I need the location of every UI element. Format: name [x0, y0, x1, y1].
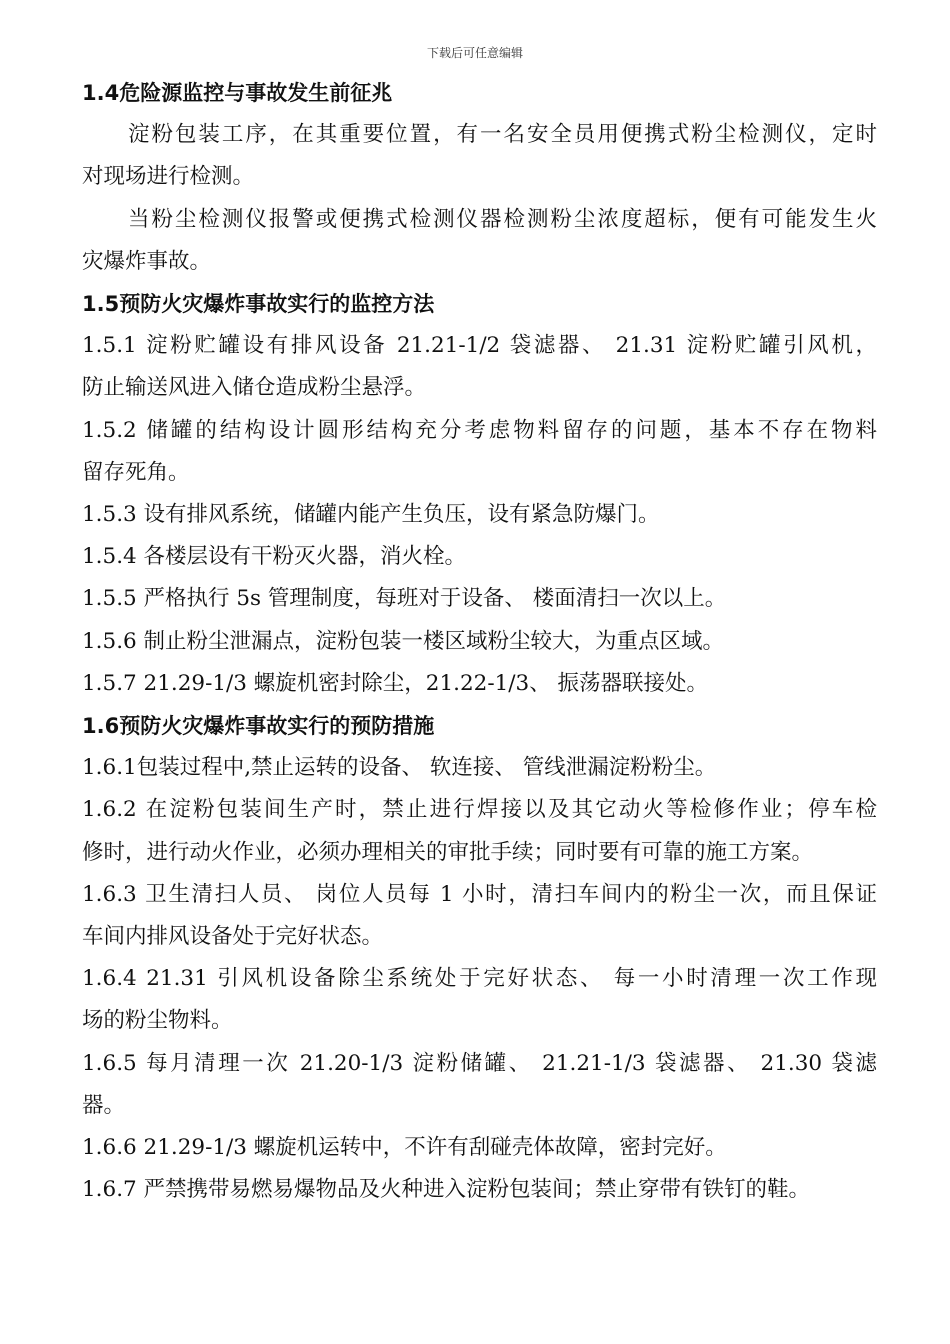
- text-line: 车间内排风设备处于完好状态。: [82, 924, 384, 950]
- text-line: 1.5.6 制止粉尘泄漏点，淀粉包装一楼区域粉尘较大，为重点区域。: [82, 628, 725, 654]
- text-line: 1.6.3 卫生清扫人员、 岗位人员每 1 小时，清扫车间内的粉尘一次，而且保证: [82, 881, 877, 907]
- section-heading: 1.6预防火灾爆炸事故实行的预防措施: [82, 714, 435, 739]
- text-line: 防止输送风进入储仓造成粉尘悬浮。: [82, 375, 427, 401]
- document-body: [82, 72, 877, 1211]
- text-line: 1.6.2 在淀粉包装间生产时，禁止进行焊接以及其它动火等检修作业；停车检: [82, 797, 877, 823]
- text-line: 1.6.5 每月清理一次 21.20-1/3 淀粉储罐、 21.21-1/3 袋滤器、 21.30 袋滤: [82, 1050, 877, 1076]
- text-line: 1.6.4 21.31 引风机设备除尘系统处于完好状态、 每一小时清理一次工作现: [82, 966, 877, 992]
- text-line: 留存死角。: [82, 459, 190, 485]
- page-header-note: 下载后可任意编辑: [426, 46, 523, 60]
- text-line: 1.6.7 严禁携带易燃易爆物品及火种进入淀粉包装间；禁止穿带有铁钉的鞋。: [82, 1177, 811, 1203]
- text-line: 当粉尘检测仪报警或便携式检测仪器检测粉尘浓度超标，便有可能发生火: [128, 206, 877, 232]
- text-line: 1.6.1包装过程中,禁止运转的设备、 软连接、 管线泄漏淀粉粉尘。: [82, 755, 717, 781]
- text-line: 器。: [82, 1092, 126, 1118]
- text-line: 淀粉包装工序，在其重要位置，有一名安全员用便携式粉尘检测仪，定时: [128, 122, 877, 148]
- text-line: 1.5.3 设有排风系统，储罐内能产生负压，设有紧急防爆门。: [82, 502, 660, 528]
- text-line: 1.5.5 严格执行 5s 管理制度，每班对于设备、 楼面清扫一次以上。: [82, 586, 727, 612]
- text-line: 1.5.2 储罐的结构设计圆形结构充分考虑物料留存的问题，基本不存在物料: [82, 417, 877, 443]
- text-line: 灾爆炸事故。: [82, 248, 212, 274]
- section-heading: 1.4危险源监控与事故发生前征兆: [82, 81, 393, 105]
- text-line: 对现场进行检测。: [82, 164, 255, 190]
- text-line: 1.6.6 21.29-1/3 螺旋机运转中，不许有刮碰壳体故障，密封完好。: [82, 1135, 727, 1161]
- text-line: 修时，进行动火作业，必须办理相关的审批手续；同时要有可靠的施工方案。: [82, 839, 814, 865]
- section-heading: 1.5预防火灾爆炸事故实行的监控方法: [82, 292, 435, 317]
- text-line: 1.5.1 淀粉贮罐设有排风设备 21.21-1/2 袋滤器、 21.31 淀粉贮罐引风机，: [82, 333, 877, 359]
- text-line: 1.5.4 各楼层设有干粉灭火器，消火栓。: [82, 544, 467, 570]
- text-line: 场的粉尘物料。: [82, 1008, 233, 1034]
- text-line: 1.5.7 21.29-1/3 螺旋机密封除尘，21.22-1/3、 振荡器联接处。: [82, 670, 709, 696]
